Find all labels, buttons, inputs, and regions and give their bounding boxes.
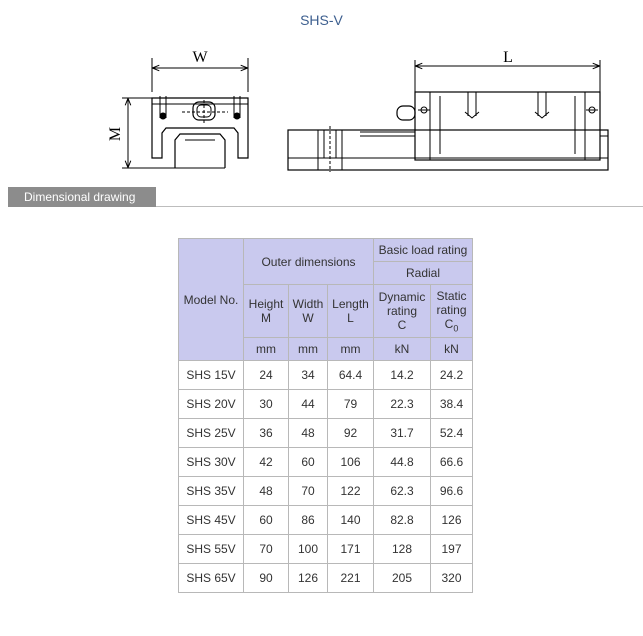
length-cell: 92 [328, 419, 374, 448]
height-cell: 36 [244, 419, 289, 448]
width-cell: 100 [289, 535, 328, 564]
dynamic-rating-cell: 14.2 [374, 361, 431, 390]
length-label: L [503, 49, 513, 66]
page-title: SHS-V [300, 12, 343, 28]
length-header-label: Length [332, 297, 369, 311]
static-rating-cell: 24.2 [431, 361, 473, 390]
static-header-symbol: C [444, 316, 454, 331]
static-rating-cell: 126 [431, 506, 473, 535]
static-header-line2: rating [436, 302, 467, 317]
width-header [289, 285, 328, 338]
width-cell: 60 [289, 448, 328, 477]
dimensional-drawing [0, 0, 643, 185]
height-cell: 60 [244, 506, 289, 535]
unit-cell: mm [328, 338, 374, 361]
table-row [179, 390, 473, 419]
static-rating-header [431, 285, 473, 338]
table-row [179, 419, 473, 448]
model-cell: SHS 25V [179, 419, 244, 448]
width-header-label: Width [292, 297, 324, 311]
table-body [179, 361, 473, 593]
dynamic-header-line2: rating [386, 304, 418, 318]
static-rating-cell: 96.6 [431, 477, 473, 506]
unit-cell: kN [431, 338, 473, 361]
width-header-symbol: W [302, 311, 314, 325]
dynamic-rating-cell: 44.8 [374, 448, 431, 477]
radial-header: Radial [374, 262, 473, 285]
unit-cell: mm [244, 338, 289, 361]
static-header-line1: Static [436, 288, 467, 303]
height-cell: 48 [244, 477, 289, 506]
length-cell: 79 [328, 390, 374, 419]
model-cell: SHS 35V [179, 477, 244, 506]
side-view [288, 60, 608, 172]
static-rating-cell: 52.4 [431, 419, 473, 448]
section-tab-dimensional-drawing: Dimensional drawing [8, 187, 156, 207]
specification-table [178, 238, 473, 593]
model-cell: SHS 55V [179, 535, 244, 564]
dynamic-header-line1: Dynamic [378, 290, 426, 304]
model-cell: SHS 30V [179, 448, 244, 477]
length-header [328, 285, 374, 338]
static-rating-cell: 38.4 [431, 390, 473, 419]
dynamic-rating-cell: 31.7 [374, 419, 431, 448]
table-row [179, 506, 473, 535]
model-cell: SHS 45V [179, 506, 244, 535]
dynamic-header-symbol: C [397, 318, 407, 332]
model-cell: SHS 15V [179, 361, 244, 390]
dynamic-rating-cell: 82.8 [374, 506, 431, 535]
model-cell: SHS 20V [179, 390, 244, 419]
height-cell: 90 [244, 564, 289, 593]
front-view [122, 58, 248, 168]
width-cell: 86 [289, 506, 328, 535]
static-header-subscript: 0 [453, 323, 459, 334]
dynamic-rating-cell: 128 [374, 535, 431, 564]
table-row [179, 448, 473, 477]
width-cell: 44 [289, 390, 328, 419]
length-cell: 122 [328, 477, 374, 506]
model-header: Model No. [179, 239, 244, 361]
unit-cell: kN [374, 338, 431, 361]
table-row [179, 361, 473, 390]
width-label: W [192, 49, 208, 66]
width-cell: 34 [289, 361, 328, 390]
outer-dimensions-header: Outer dimensions [244, 239, 374, 285]
width-cell: 48 [289, 419, 328, 448]
height-header-label: Height [248, 297, 284, 311]
dynamic-rating-cell: 22.3 [374, 390, 431, 419]
unit-cell: mm [289, 338, 328, 361]
basic-load-rating-header: Basic load rating [374, 239, 473, 262]
width-cell: 70 [289, 477, 328, 506]
length-header-symbol: L [347, 311, 354, 325]
static-rating-cell: 320 [431, 564, 473, 593]
model-cell: SHS 65V [179, 564, 244, 593]
table-row [179, 535, 473, 564]
height-label: M [107, 126, 124, 142]
height-cell: 70 [244, 535, 289, 564]
length-cell: 171 [328, 535, 374, 564]
height-cell: 30 [244, 390, 289, 419]
dynamic-rating-header [374, 285, 431, 338]
length-cell: 221 [328, 564, 374, 593]
static-rating-cell: 66.6 [431, 448, 473, 477]
height-header-symbol: M [261, 311, 271, 325]
static-rating-cell: 197 [431, 535, 473, 564]
length-cell: 140 [328, 506, 374, 535]
dynamic-rating-cell: 62.3 [374, 477, 431, 506]
table-row [179, 564, 473, 593]
dynamic-rating-cell: 205 [374, 564, 431, 593]
width-cell: 126 [289, 564, 328, 593]
height-cell: 42 [244, 448, 289, 477]
length-cell: 64.4 [328, 361, 374, 390]
height-header [244, 285, 289, 338]
length-cell: 106 [328, 448, 374, 477]
table-row [179, 477, 473, 506]
height-cell: 24 [244, 361, 289, 390]
section-divider [156, 206, 643, 207]
